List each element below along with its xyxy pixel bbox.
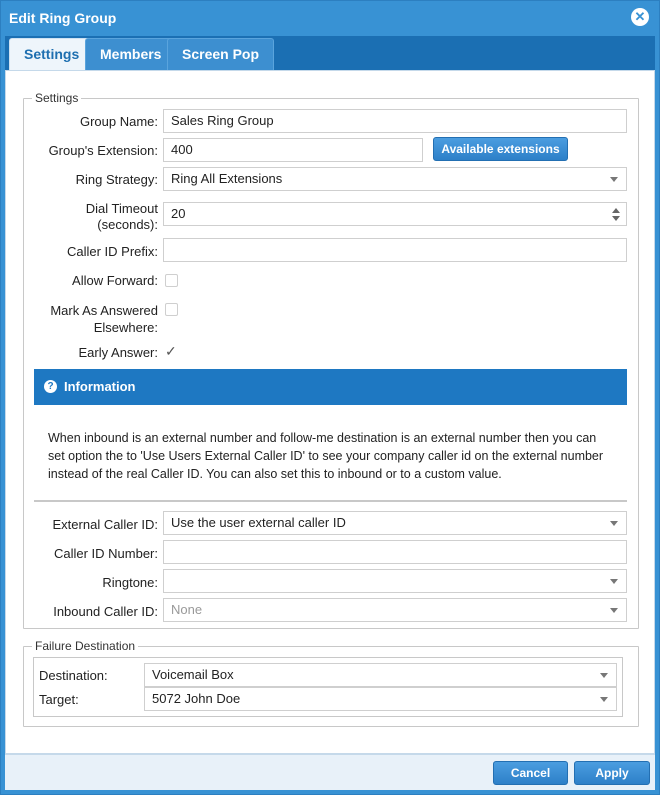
- chevron-down-icon: [600, 697, 608, 702]
- failure-destination-legend: Failure Destination: [35, 639, 136, 653]
- inbound-caller-id-value: None: [171, 602, 203, 617]
- group-extension-input[interactable]: 400: [163, 138, 423, 162]
- caller-id-number-input[interactable]: [163, 540, 627, 564]
- caller-id-prefix-label: Caller ID Prefix:: [66, 244, 158, 259]
- settings-legend: Settings: [35, 91, 79, 105]
- chevron-down-icon: [610, 608, 618, 613]
- caller-id-number-label: Caller ID Number:: [53, 546, 158, 561]
- chevron-down-icon: [610, 579, 618, 584]
- destination-select[interactable]: [144, 663, 617, 687]
- external-caller-id-label: External Caller ID:: [52, 517, 158, 532]
- tab-members[interactable]: Members: [85, 38, 176, 70]
- tab-bar: [5, 36, 655, 70]
- dialog-footer: [5, 754, 655, 790]
- external-caller-id-value: Use the user external caller ID: [171, 515, 346, 530]
- dial-timeout-label-line2: (seconds):: [97, 217, 158, 232]
- information-divider: [34, 500, 627, 502]
- inbound-caller-id-label: Inbound Caller ID:: [53, 604, 158, 619]
- tab-screen-pop[interactable]: Screen Pop: [167, 38, 274, 70]
- information-text: When inbound is an external number and follow-me destination is an external number then you can set option the to 'Use Users External Caller ID' to see your company caller id on the external number instead of the real Caller ID. You can also set this to inbound or to a custom value.: [48, 431, 604, 481]
- ringtone-label: Ringtone:: [102, 575, 158, 590]
- dialog-titlebar: [1, 1, 659, 35]
- group-name-input[interactable]: Sales Ring Group: [163, 109, 627, 133]
- mark-answered-label-line2: Elsewhere:: [93, 320, 158, 335]
- external-caller-id-select[interactable]: [163, 511, 627, 535]
- early-answer-label: Early Answer:: [78, 345, 158, 360]
- allow-forward-checkbox[interactable]: [165, 274, 178, 287]
- dial-timeout-input[interactable]: [163, 202, 627, 226]
- settings-panel: [5, 70, 655, 754]
- dial-timeout-value: 20: [171, 206, 186, 221]
- close-icon[interactable]: ✕: [631, 8, 649, 26]
- dial-timeout-label-line1: Dial Timeout: [85, 201, 158, 216]
- mark-answered-label: [18, 302, 158, 336]
- allow-forward-label: Allow Forward:: [72, 273, 158, 288]
- tab-settings[interactable]: Settings: [9, 38, 94, 70]
- mark-answered-checkbox[interactable]: [165, 303, 178, 316]
- ringtone-select[interactable]: [163, 569, 627, 593]
- apply-button[interactable]: Apply: [574, 761, 650, 785]
- check-icon: ✓: [165, 343, 177, 359]
- spinner-up-icon[interactable]: [612, 208, 620, 213]
- target-value: 5072 John Doe: [152, 691, 241, 706]
- target-label: Target:: [39, 692, 79, 707]
- dial-timeout-label: [18, 201, 158, 233]
- question-icon: ?: [44, 380, 57, 393]
- dialog-title: Edit Ring Group: [9, 10, 117, 26]
- caller-id-prefix-input[interactable]: [163, 238, 627, 262]
- chevron-down-icon: [610, 521, 618, 526]
- ring-strategy-select[interactable]: [163, 167, 627, 191]
- spinner-down-icon[interactable]: [612, 216, 620, 221]
- destination-value: Voicemail Box: [152, 667, 234, 682]
- chevron-down-icon: [610, 177, 618, 182]
- inbound-caller-id-select[interactable]: [163, 598, 627, 622]
- early-answer-checkbox[interactable]: [165, 343, 178, 359]
- mark-answered-label-line1: Mark As Answered: [50, 303, 158, 318]
- group-extension-label: Group's Extension:: [48, 143, 158, 158]
- chevron-down-icon: [600, 673, 608, 678]
- group-name-label: Group Name:: [79, 114, 158, 129]
- information-bar: [34, 369, 627, 405]
- ring-strategy-label: Ring Strategy:: [75, 172, 158, 187]
- available-extensions-button[interactable]: Available extensions: [433, 137, 568, 161]
- cancel-button[interactable]: Cancel: [493, 761, 568, 785]
- information-title: Information: [64, 379, 136, 394]
- destination-label: Destination:: [39, 668, 108, 683]
- ring-strategy-value: Ring All Extensions: [171, 171, 283, 186]
- target-select[interactable]: [144, 687, 617, 711]
